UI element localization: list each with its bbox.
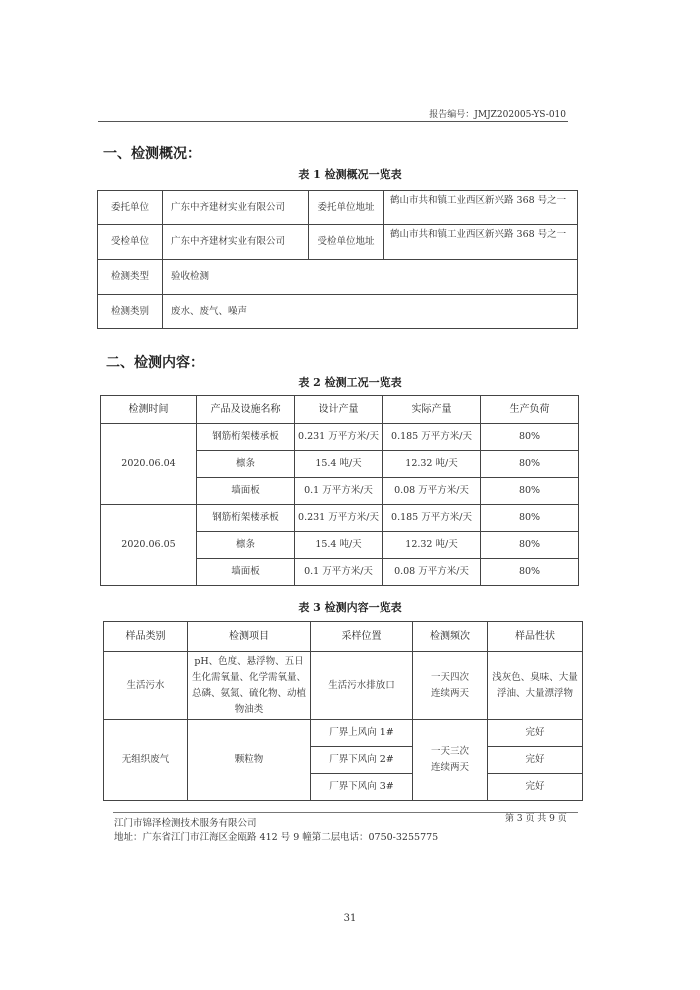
product-name: 墙面板	[197, 559, 295, 586]
table-header-row	[104, 622, 583, 652]
actual-output: 0.185 万平方米/天	[383, 505, 481, 532]
table-row	[98, 295, 578, 329]
client-label: 委托单位	[98, 191, 163, 225]
test-frequency	[413, 720, 488, 801]
test-frequency	[413, 652, 488, 720]
actual-output: 12.32 吨/天	[383, 451, 481, 478]
actual-output: 12.32 吨/天	[383, 532, 481, 559]
table-row	[98, 191, 578, 225]
table-row	[101, 424, 579, 451]
production-load: 80%	[481, 478, 579, 505]
sampling-location: 厂界下风向 3#	[311, 774, 413, 801]
product-name: 墙面板	[197, 478, 295, 505]
page-number: 31	[343, 913, 357, 924]
column-header: 检测频次	[413, 622, 488, 652]
inspected-address-value: 鹤山市共和镇工业西区新兴路 368 号之一	[384, 225, 578, 260]
test-items: pH、色度、悬浮物、五日生化需氧量、化学需氧量、总磷、氨氮、硫化物、动植物油类	[188, 652, 311, 720]
report-number: 报告编号：JMJZ202005-YS-010	[429, 110, 566, 120]
table-row	[101, 505, 579, 532]
product-name: 檩条	[197, 532, 295, 559]
sample-description: 完好	[488, 720, 583, 747]
client-address-value: 鹤山市共和镇工业西区新兴路 368 号之一	[384, 191, 578, 225]
column-header: 采样位置	[311, 622, 413, 652]
table-2-caption: 表 2 检测工况一览表	[298, 376, 402, 389]
column-header: 检测项目	[188, 622, 311, 652]
product-name: 檩条	[197, 451, 295, 478]
type-label: 检测类型	[98, 260, 163, 295]
sample-description: 浅灰色、臭味、大量浮油、大量漂浮物	[488, 652, 583, 720]
production-load: 80%	[481, 559, 579, 586]
test-items: 颗粒物	[188, 720, 311, 801]
frequency-line: 一天三次	[430, 746, 469, 757]
column-header: 实际产量	[383, 396, 481, 424]
type-value: 验收检测	[163, 260, 578, 295]
table-3-caption: 表 3 检测内容一览表	[298, 601, 402, 614]
header-divider	[98, 121, 568, 122]
column-header: 设计产量	[295, 396, 383, 424]
table-row	[98, 225, 578, 260]
inspected-address-label: 受检单位地址	[309, 225, 384, 260]
test-date: 2020.06.04	[101, 424, 197, 505]
sample-description: 完好	[488, 747, 583, 774]
actual-output: 0.185 万平方米/天	[383, 424, 481, 451]
frequency-line: 一天四次	[430, 671, 469, 683]
table-2-conditions	[100, 395, 579, 586]
sampling-location: 生活污水排放口	[311, 652, 413, 720]
section-2-title: 二、检测内容：	[106, 355, 204, 371]
production-load: 80%	[481, 451, 579, 478]
frequency-line: 连续两天	[430, 687, 469, 699]
sampling-location: 厂界下风向 2#	[311, 747, 413, 774]
production-load: 80%	[481, 505, 579, 532]
column-header: 样品类别	[104, 622, 188, 652]
column-header: 产品及设施名称	[197, 396, 295, 424]
table-row	[104, 720, 583, 747]
table-row	[98, 260, 578, 295]
table-row	[104, 652, 583, 720]
column-header: 样品性状	[488, 622, 583, 652]
section-1-title: 一、检测概况：	[103, 146, 201, 162]
design-capacity: 15.4 吨/天	[295, 451, 383, 478]
frequency-line: 连续两天	[430, 762, 469, 773]
test-date: 2020.06.05	[101, 505, 197, 586]
table-header-row	[101, 396, 579, 424]
inspected-value: 广东中齐建材实业有限公司	[163, 225, 309, 260]
table-1-overview	[97, 190, 578, 329]
table-1-caption: 表 1 检测概况一览表	[298, 168, 402, 181]
design-capacity: 0.1 万平方米/天	[295, 478, 383, 505]
product-name: 钢筋桁架楼承板	[197, 424, 295, 451]
actual-output: 0.08 万平方米/天	[383, 478, 481, 505]
design-capacity: 0.231 万平方米/天	[295, 424, 383, 451]
column-header: 检测时间	[101, 396, 197, 424]
production-load: 80%	[481, 424, 579, 451]
category-value: 废水、废气、噪声	[163, 295, 578, 329]
sampling-location: 厂界上风向 1#	[311, 720, 413, 747]
client-address-label: 委托单位地址	[309, 191, 384, 225]
design-capacity: 15.4 吨/天	[295, 532, 383, 559]
design-capacity: 0.231 万平方米/天	[295, 505, 383, 532]
category-label: 检测类别	[98, 295, 163, 329]
table-3-content	[103, 621, 583, 801]
production-load: 80%	[481, 532, 579, 559]
footer-page-info: 第 3 页 共 9 页	[505, 814, 567, 824]
sample-category: 无组织废气	[104, 720, 188, 801]
product-name: 钢筋桁架楼承板	[197, 505, 295, 532]
footer-phone: 电话：0750-3255775	[340, 832, 439, 843]
footer-company: 江门市锦泽检测技术服务有限公司	[114, 818, 257, 829]
sample-description: 完好	[488, 774, 583, 801]
actual-output: 0.08 万平方米/天	[383, 559, 481, 586]
footer-address: 地址：广东省江门市江海区金瓯路 412 号 9 幢第二层	[114, 832, 341, 843]
sample-category: 生活污水	[104, 652, 188, 720]
client-value: 广东中齐建材实业有限公司	[163, 191, 309, 225]
column-header: 生产负荷	[481, 396, 579, 424]
inspected-label: 受检单位	[98, 225, 163, 260]
design-capacity: 0.1 万平方米/天	[295, 559, 383, 586]
